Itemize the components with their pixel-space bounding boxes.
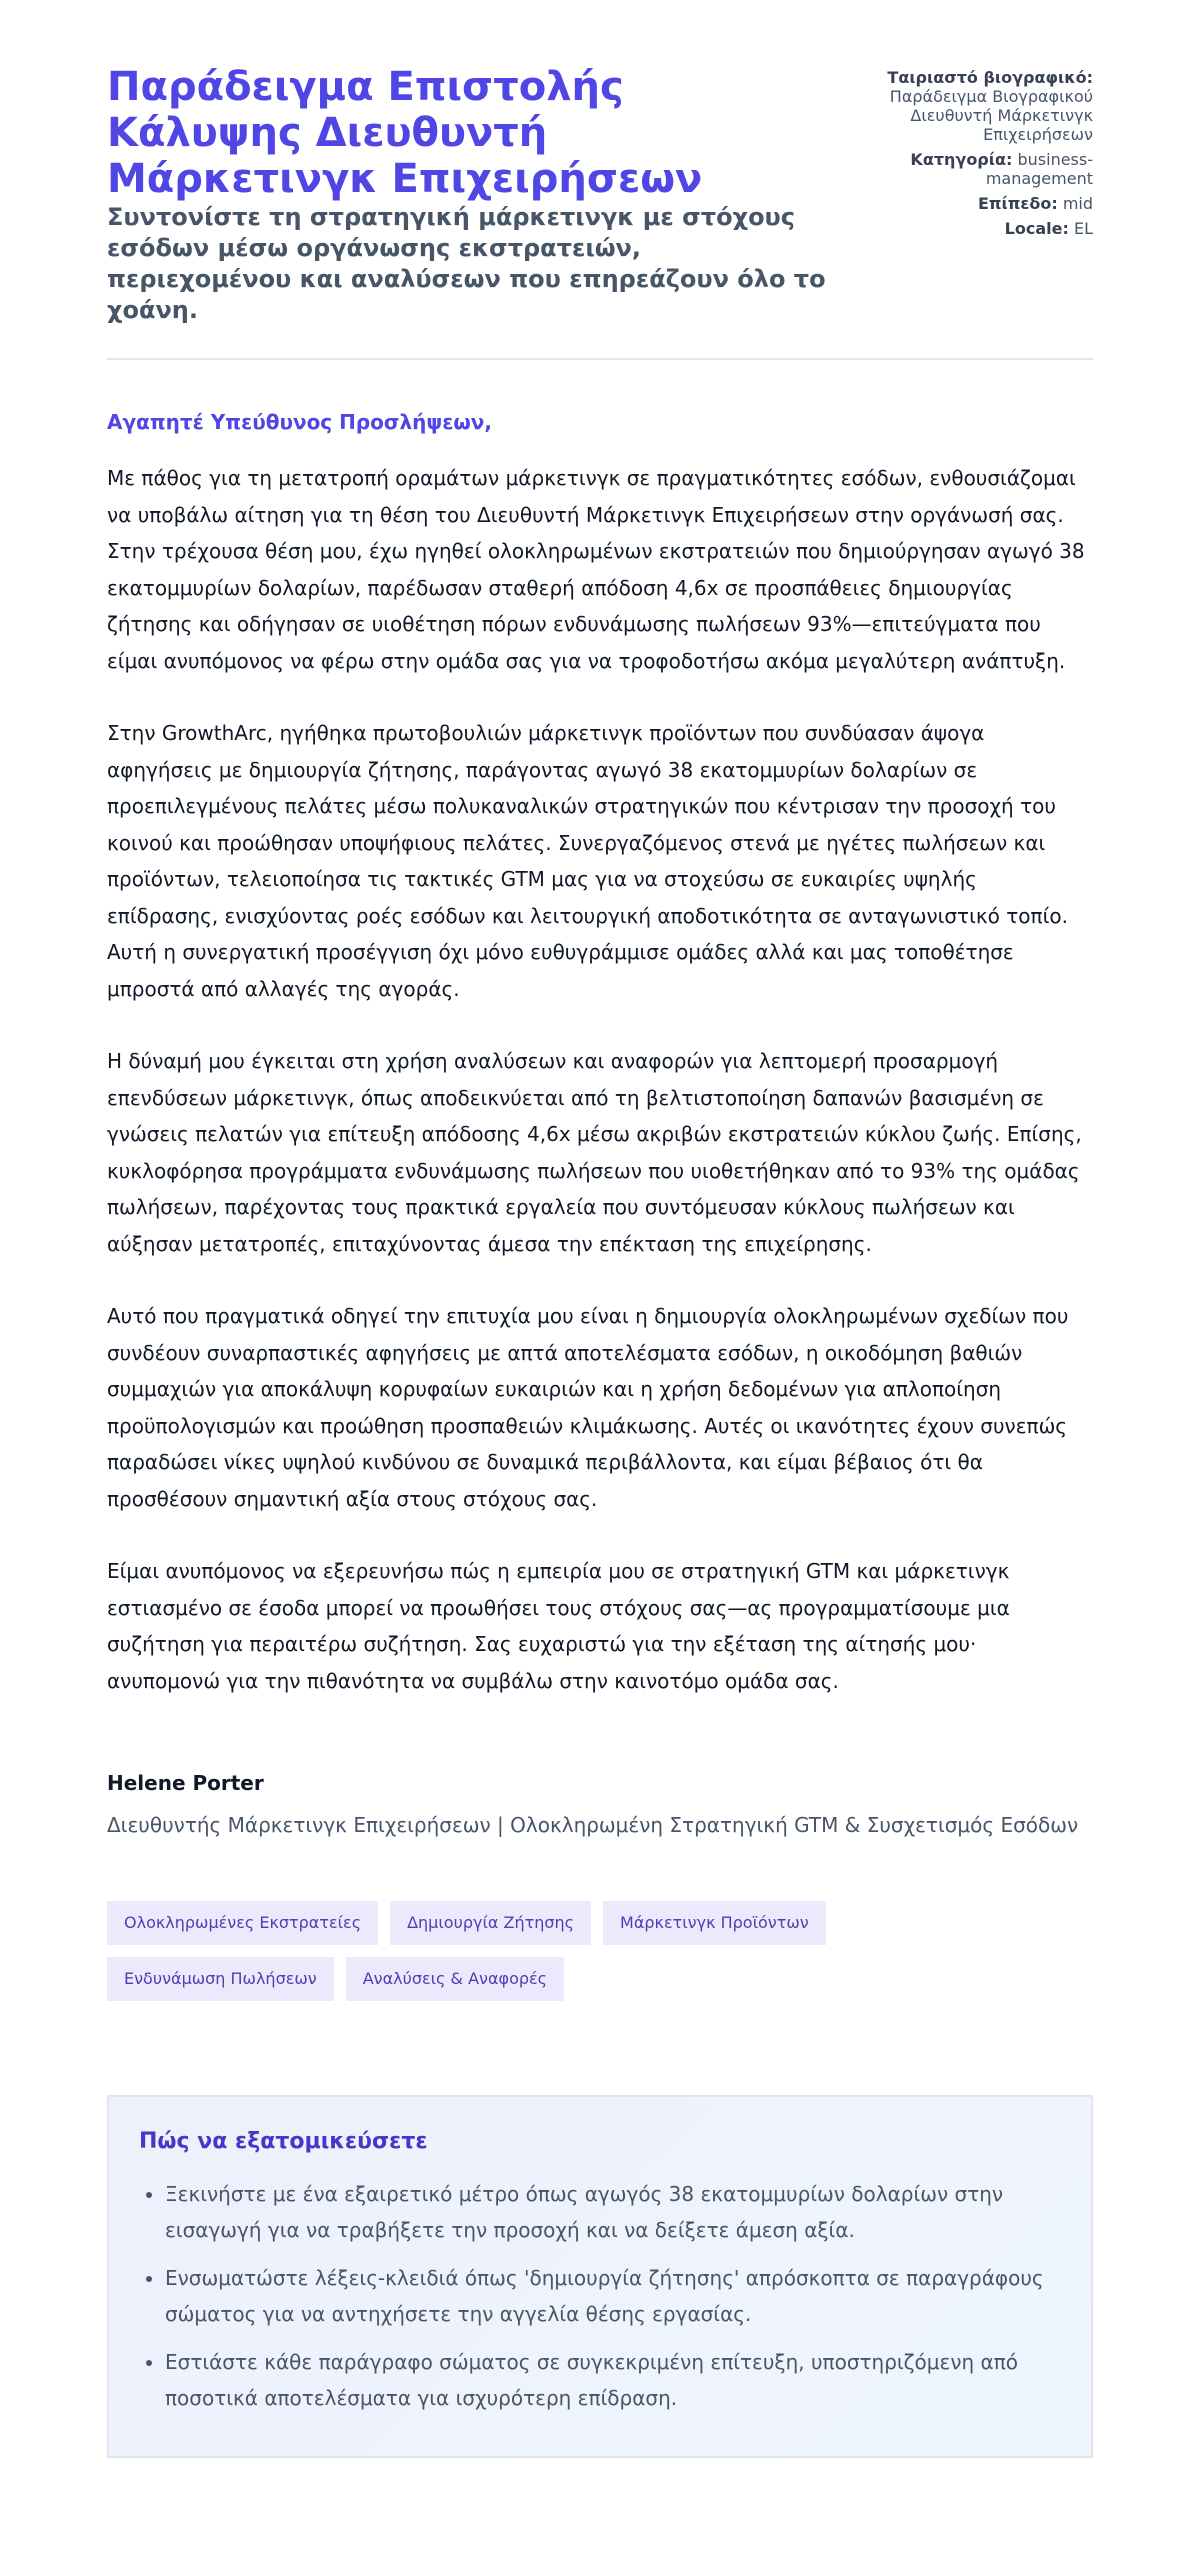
header-titles <box>107 64 827 326</box>
meta-panel <box>853 64 1093 244</box>
skill-tag: Αναλύσεις & Αναφορές <box>346 1957 564 2001</box>
tip-item: • Ενσωματώστε λέξεις-κλειδιά όπως 'δημιουργία ζήτησης' απρόσκοπτα σε παραγράφους σώματος για να αντηχήσετε την αγγελία θέσης εργασίας. <box>165 2260 1061 2332</box>
signature-block <box>107 1771 1093 1843</box>
meta-locale <box>853 219 1093 238</box>
meta-level-value: mid <box>1062 194 1093 213</box>
signature-name: Helene Porter <box>107 1771 264 1795</box>
letter-body <box>107 410 1093 1699</box>
tips-list <box>139 2176 1061 2416</box>
meta-resume-value: Παράδειγμα Βιογραφικού Διευθυντή Μάρκετινγκ Επιχειρήσεων <box>889 87 1093 144</box>
meta-locale-label: Locale: <box>1004 219 1069 238</box>
meta-locale-value: EL <box>1073 219 1093 238</box>
meta-level <box>853 194 1093 213</box>
skill-tags <box>107 1901 867 2001</box>
page-subtitle: Συντονίστε τη στρατηγική μάρκετινγκ με στόχους εσόδων μέσω οργάνωσης εκστρατειών, περιεχομένου και αναλύσεων που επηρεάζουν όλο το χοάνη. <box>107 203 826 324</box>
letter-paragraph: Αυτό που πραγματικά οδηγεί την επιτυχία μου είναι η δημιουργία ολοκληρωμένων σχεδίων που συνδέουν συναρπαστικές αφηγήσεις με απτά αποτελέσματα εσόδων, η οικοδόμηση βαθιών συμμαχιών για αποκάλυψη κορυφαίων ευκαιριών και η χρήση δεδομένων για απλοποίηση προϋπολογισμών και προώθηση προσπαθειών κλιμάκωσης. Αυτές οι ικανότητες έχουν συνεπώς παραδώσει νίκες υψηλού κινδύνου σε δυναμικά περιβάλλοντα, και είμαι βέβαιος ότι θα προσθέσουν σημαντική αξία στους στόχους σας. <box>107 1304 1069 1511</box>
meta-category <box>853 150 1093 188</box>
signature-title: Διευθυντής Μάρκετινγκ Επιχειρήσεων | Ολοκληρωμένη Στρατηγική GTM & Συσχετισμός Εσόδων <box>107 1813 1079 1837</box>
skill-tag: Δημιουργία Ζήτησης <box>390 1901 591 1945</box>
meta-category-label: Κατηγορία: <box>910 150 1013 169</box>
skill-tag: Μάρκετινγκ Προϊόντων <box>603 1901 826 1945</box>
tips-title: Πώς να εξατομικεύσετε <box>139 2129 428 2154</box>
page-title: Παράδειγμα Επιστολής Κάλυψης Διευθυντή Μάρκετινγκ Επιχειρήσεων <box>107 64 703 202</box>
meta-resume <box>853 68 1093 144</box>
skill-tag: Ολοκληρωμένες Εκστρατείες <box>107 1901 378 1945</box>
letter-paragraph: Στην GrowthArc, ηγήθηκα πρωτοβουλιών μάρκετινγκ προϊόντων που συνδύασαν άψογα αφηγήσεις με δημιουργία ζήτησης, παράγοντας αγωγό 38 εκατομμυρίων δολαρίων σε προεπιλεγμένους πελάτες μέσω πολυκαναλικών στρατηγικών που κέντρισαν την προσοχή του κοινού και προώθησαν υποψήφιους πελάτες. Συνεργαζόμενος στενά με ηγέτες πωλήσεων και προϊόντων, τελειοποίησα τις τακτικές GTM μας για να στοχεύσω σε ευκαιρίες υψηλής επίδρασης, ενισχύοντας ροές εσόδων και λειτουργική αποδοτικότητα σε ανταγωνιστικό τοπίο. Αυτή η συνεργατική προσέγγιση όχι μόνο ευθυγράμμισε ομάδες αλλά και μας τοποθέτησε μπροστά από αλλαγές της αγοράς. <box>107 721 1068 1001</box>
skill-tag: Ενδυνάμωση Πωλήσεων <box>107 1957 334 2001</box>
letter-paragraph: Με πάθος για τη μετατροπή οραμάτων μάρκετινγκ σε πραγματικότητες εσόδων, ενθουσιάζομαι να υποβάλω αίτηση για τη θέση του Διευθυντή Μάρκετινγκ Επιχειρήσεων στην οργάνωσή σας. Στην τρέχουσα θέση μου, έχω ηγηθεί ολοκληρωμένων εκστρατειών που δημιούργησαν αγωγό 38 εκατομμυρίων δολαρίων, παρέδωσαν σταθερή απόδοση 4,6x σε προσπάθειες δημιουργίας ζήτησης και οδήγησαν σε υιοθέτηση πόρων ενδυνάμωσης πωλήσεων 93%—επιτεύγματα που είμαι ανυπόμονος να φέρω στην ομάδα σας για να τροφοδοτήσω ακόμα μεγαλύτερη ανάπτυξη. <box>107 466 1085 673</box>
customization-tips <box>107 2095 1093 2458</box>
letter-paragraph: Είμαι ανυπόμονος να εξερευνήσω πώς η εμπειρία μου σε στρατηγική GTM και μάρκετινγκ εστιασμένο σε έσοδα μπορεί να προωθήσει τους στόχους σας—ας προγραμματίσουμε μια συζήτηση για περαιτέρω συζήτηση. Σας ευχαριστώ για την εξέταση της αίτησής μου· ανυπομονώ για την πιθανότητα να συμβάλω στην καινοτόμο ομάδα σας. <box>107 1559 1010 1693</box>
meta-level-label: Επίπεδο: <box>977 194 1058 213</box>
salutation: Αγαπητέ Υπεύθυνος Προσλήψεων, <box>107 410 493 434</box>
cover-letter-page <box>107 0 1093 2518</box>
tip-item: • Ξεκινήστε με ένα εξαιρετικό μέτρο όπως αγωγός 38 εκατομμυρίων δολαρίων στην εισαγωγή για να τραβήξετε την προσοχή και να δείξετε άμεση αξία. <box>165 2176 1061 2248</box>
meta-resume-label: Ταιριαστό βιογραφικό: <box>887 68 1093 87</box>
letter-paragraph: Η δύναμή μου έγκειται στη χρήση αναλύσεων και αναφορών για λεπτομερή προσαρμογή επενδύσεων μάρκετινγκ, όπως αποδεικνύεται από τη βελτιστοποίηση δαπανών βασισμένη σε γνώσεις πελατών για επίτευξη απόδοσης 4,6x μέσω ακριβών εκστρατειών κύκλου ζωής. Επίσης, κυκλοφόρησα προγράμματα ενδυνάμωσης πωλήσεων που υιοθετήθηκαν από το 93% της ομάδας πωλήσεων, παρέχοντας τους πρακτικά εργαλεία που συντόμευσαν κύκλους πωλήσεων και αύξησαν μετατροπές, επιταχύνοντας άμεσα την επέκταση της επιχείρησης. <box>107 1049 1082 1256</box>
tip-item: • Εστιάστε κάθε παράγραφο σώματος σε συγκεκριμένη επίτευξη, υποστηριζόμενη από ποσοτικά αποτελέσματα για ισχυρότερη επίδραση. <box>165 2344 1061 2416</box>
meta-category-value: business-management <box>985 150 1093 188</box>
page-header <box>107 64 1093 360</box>
